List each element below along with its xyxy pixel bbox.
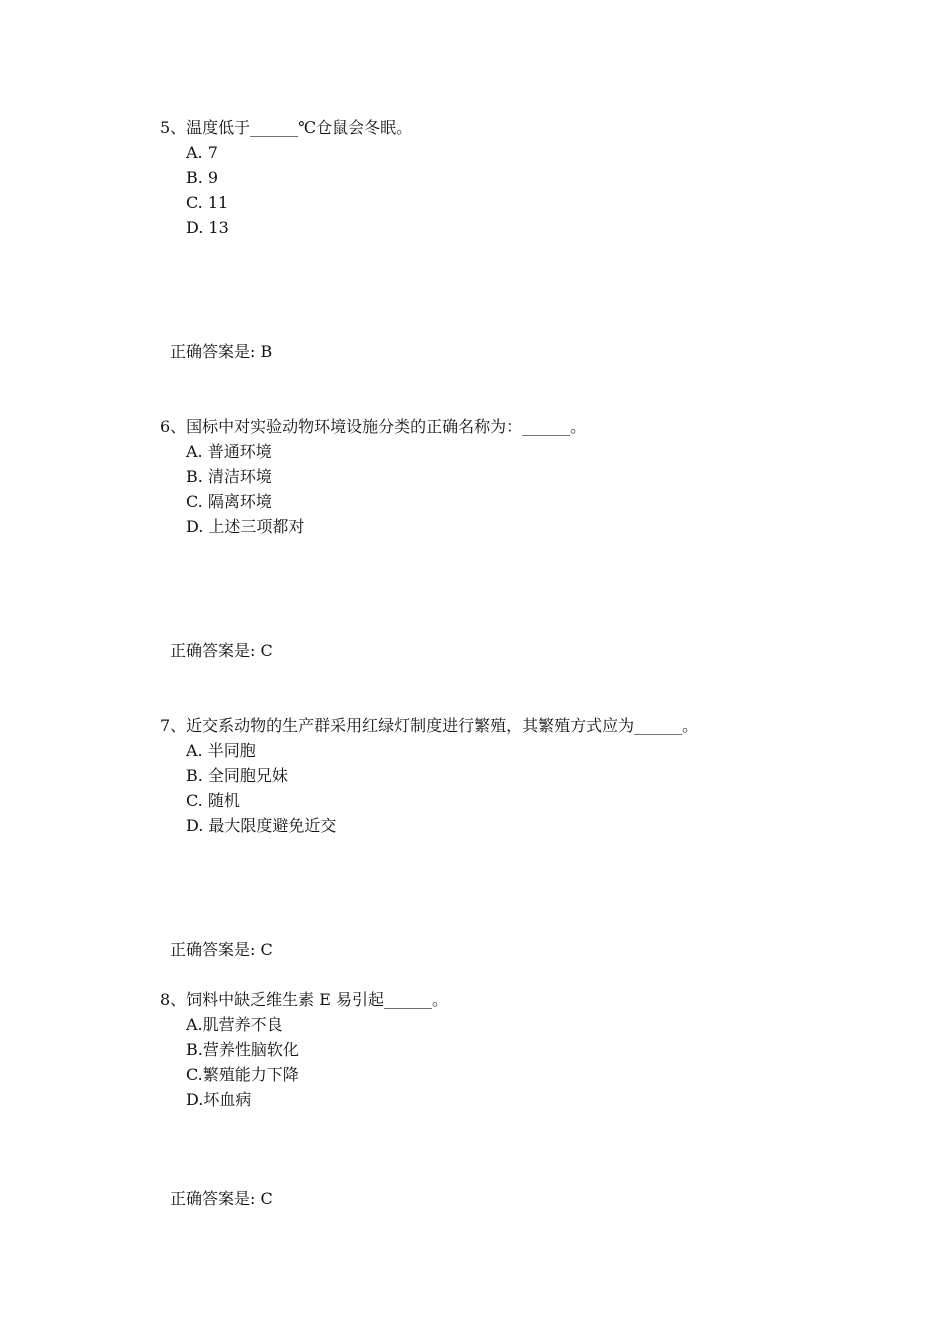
question-6-option-d: D. 上述三项都对 [186,517,305,536]
question-7-answer: 正确答案是: C [170,940,273,959]
question-6-option-b: B. 清洁环境 [186,467,272,486]
question-5-stem: 5、温度低于______℃仓鼠会冬眠。 [160,118,413,137]
question-6-answer: 正确答案是: C [170,641,273,660]
question-8-option-b: B.营养性脑软化 [186,1040,299,1059]
question-7-option-c: C. 随机 [186,791,240,810]
question-7-option-b: B. 全同胞兄妹 [186,766,288,785]
question-6-option-a: A. 普通环境 [186,442,272,461]
question-8-answer: 正确答案是: C [170,1189,273,1208]
question-5-option-b: B. 9 [186,168,219,187]
question-6-stem: 6、国标中对实验动物环境设施分类的正确名称为：______。 [160,417,587,436]
question-8-option-a: A.肌营养不良 [186,1015,283,1034]
question-5-option-d: D. 13 [186,218,229,237]
question-7-stem: 7、近交系动物的生产群采用红绿灯制度进行繁殖，其繁殖方式应为______。 [160,716,699,735]
question-8-option-d: D.坏血病 [186,1090,252,1109]
question-8-stem: 8、饲料中缺乏维生素 E 易引起______。 [160,990,449,1009]
question-7-option-d: D. 最大限度避免近交 [186,816,337,835]
question-7-option-a: A. 半同胞 [186,741,256,760]
question-5-answer: 正确答案是: B [170,342,273,361]
question-5-option-a: A. 7 [186,143,218,162]
question-5-option-c: C. 11 [186,193,229,212]
question-6-option-c: C. 隔离环境 [186,492,272,511]
question-8-option-c: C.繁殖能力下降 [186,1065,299,1084]
